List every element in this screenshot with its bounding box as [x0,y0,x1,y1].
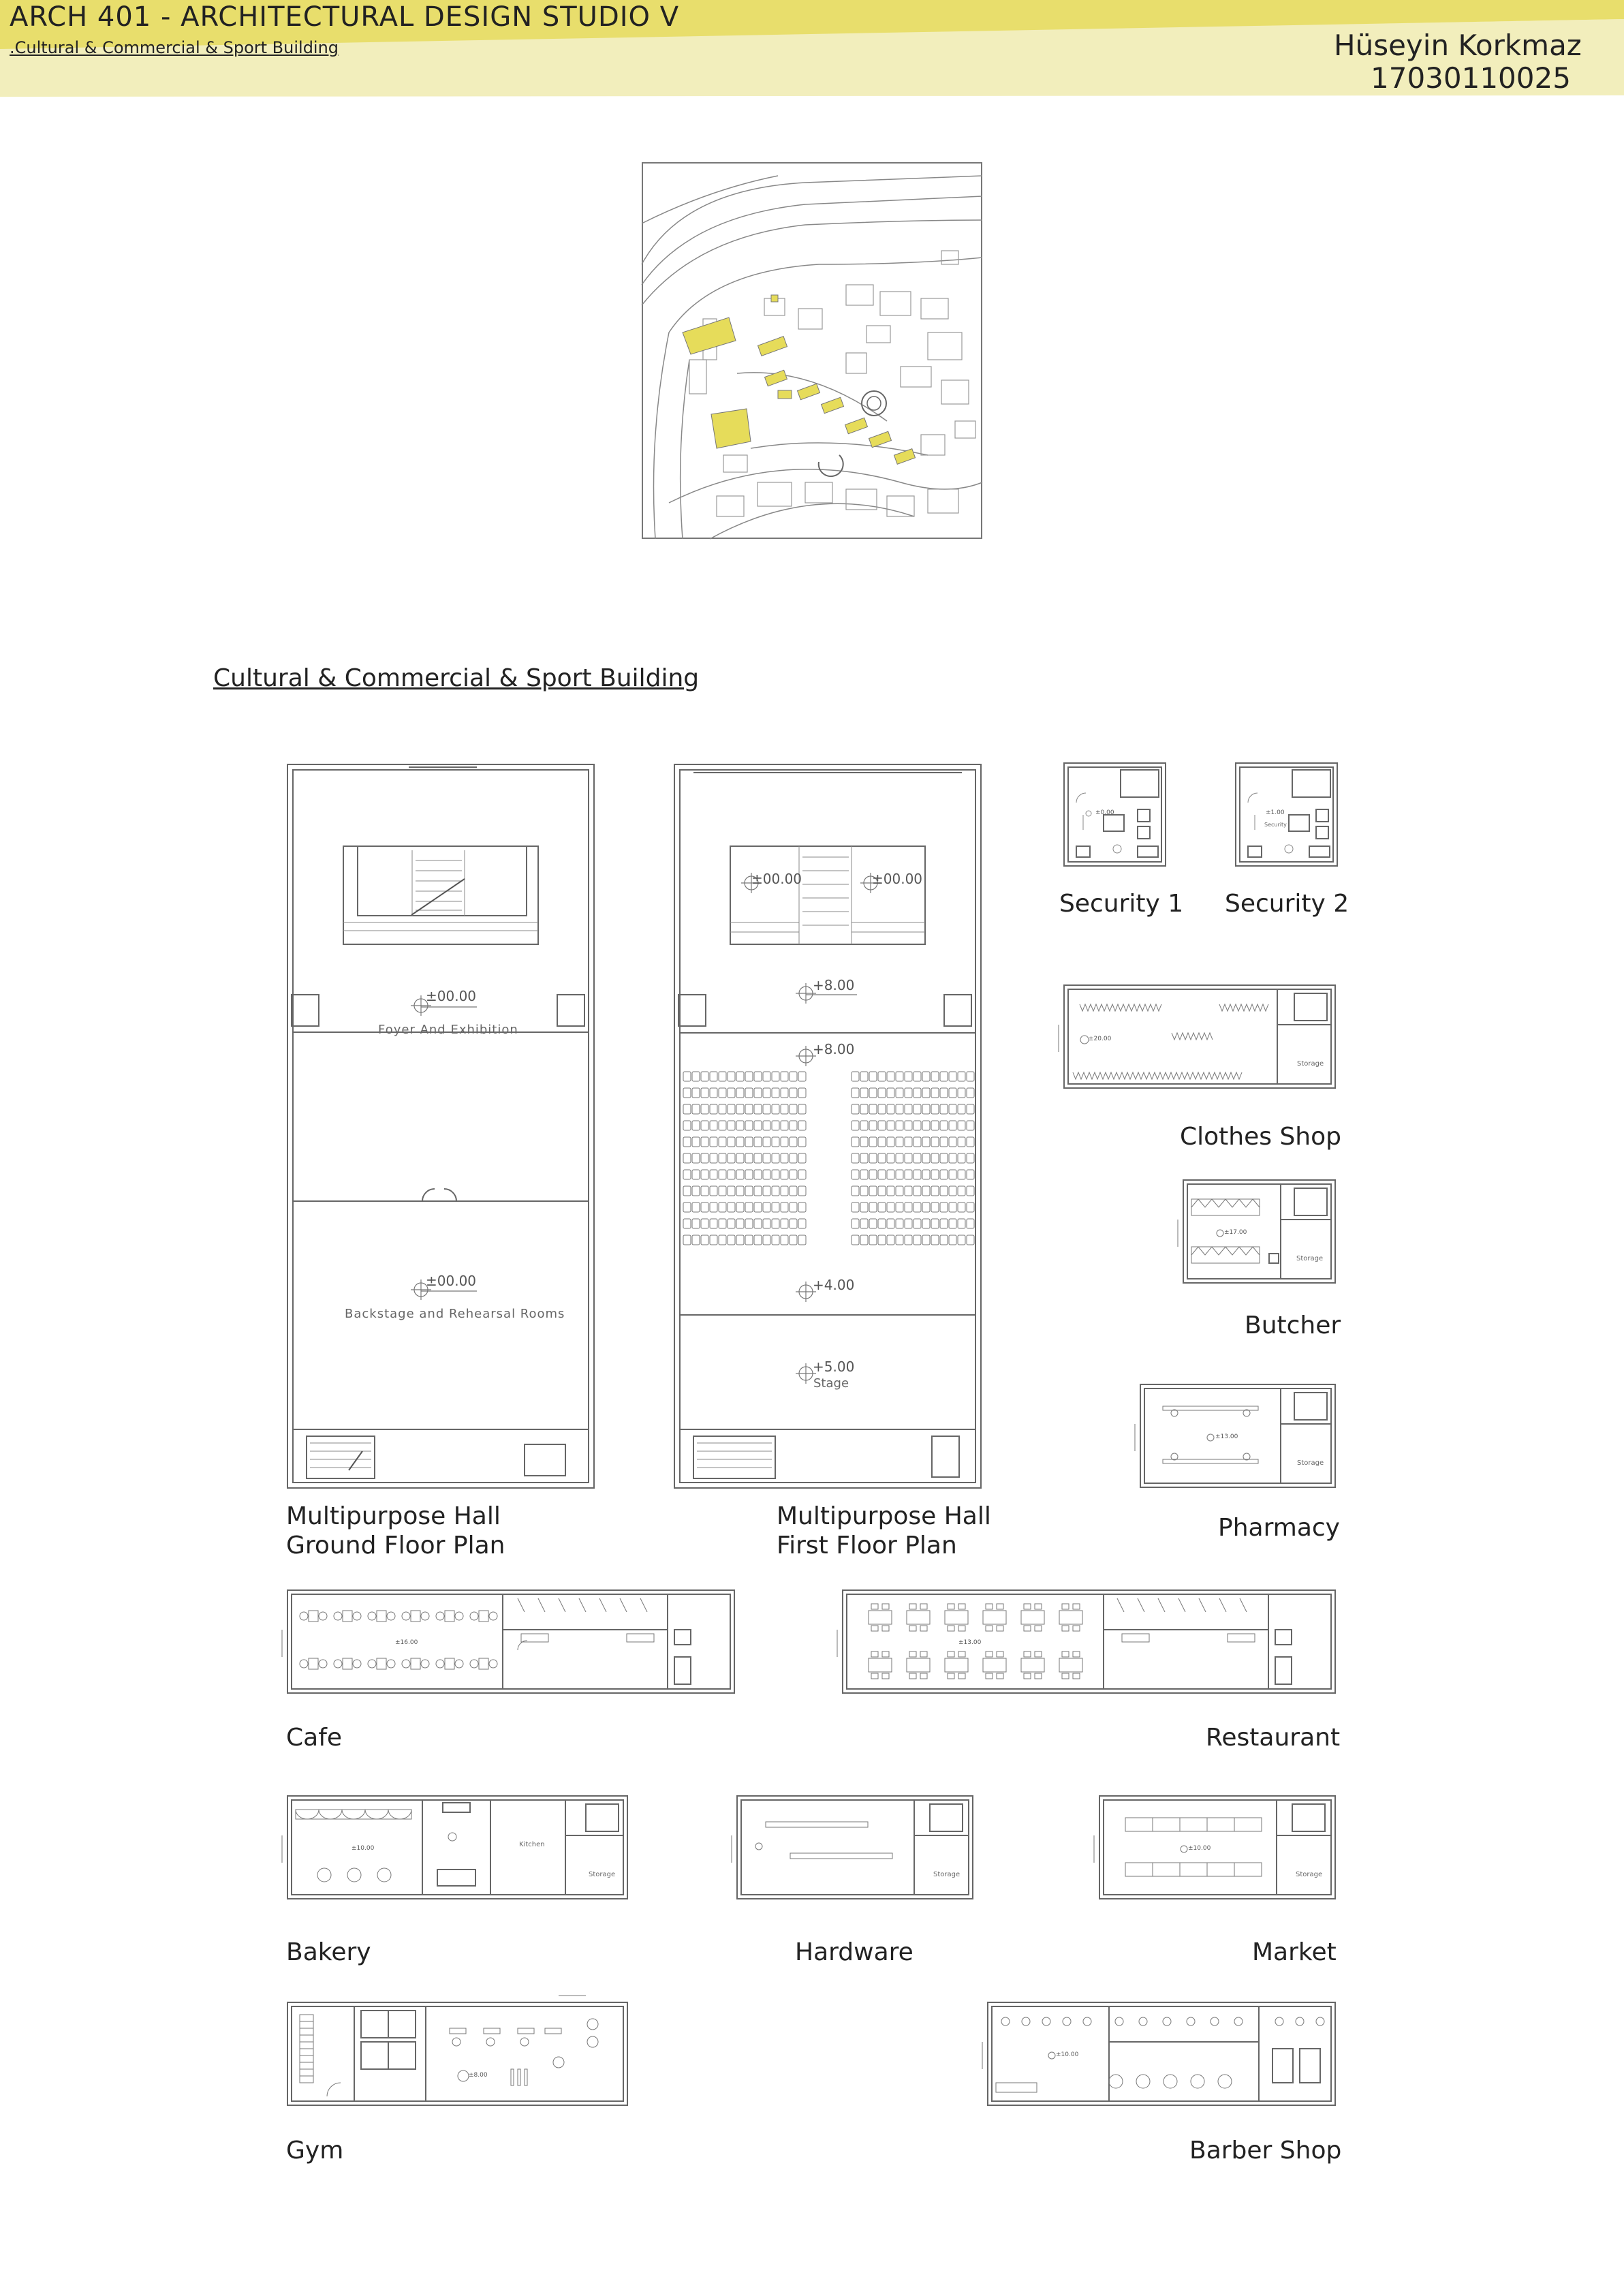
ground-level-foyer: ±00.00 [426,988,477,1004]
student-number: 17030110025 [1371,61,1571,95]
butcher-label: Butcher [1245,1312,1341,1339]
restaurant-label: Restaurant [1206,1724,1341,1752]
butcher-plan [1182,1179,1337,1284]
bakery-label: Bakery [286,1938,371,1966]
bakery-level: ±10.00 [352,1845,375,1852]
ground-room-foyer: Foyer And Exhibition [378,1023,518,1037]
cafe-level: ±16.00 [395,1639,418,1646]
restaurant-level: ±13.00 [958,1639,982,1646]
security-2-room: Security [1264,822,1287,828]
bakery-kitchen: Kitchen [519,1841,545,1848]
bakery-plan [286,1795,629,1900]
clothes-shop-plan [1063,984,1337,1089]
security-2-plan [1234,762,1339,867]
project-subtitle: .Cultural & Commercial & Sport Building [10,38,339,57]
multipurpose-hall-first-label-1: Multipurpose Hall [777,1502,991,1530]
multipurpose-hall-ground-label-2: Ground Floor Plan [286,1532,505,1560]
cafe-label: Cafe [286,1724,343,1752]
gym-label: Gym [286,2137,344,2165]
barber-shop-label: Barber Shop [1189,2137,1342,2165]
section-title: Cultural & Commercial & Sport Building [213,664,700,692]
butcher-storage: Storage [1296,1255,1324,1262]
multipurpose-hall-first-plan [673,762,983,1491]
hardware-plan [736,1795,974,1900]
first-level-stair-right: ±00.00 [872,871,923,887]
pharmacy-storage: Storage [1297,1459,1324,1467]
security-1-level: ±0.00 [1095,809,1114,816]
clothes-shop-label: Clothes Shop [1180,1123,1341,1151]
first-level-seating-top: +8.00 [813,1041,855,1057]
first-level-foyer: +8.00 [813,977,855,993]
barber-shop-level: ±10.00 [1056,2051,1079,2058]
security-1-plan [1063,762,1167,867]
market-plan [1098,1795,1337,1900]
multipurpose-hall-first-label-2: First Floor Plan [777,1532,957,1560]
multipurpose-hall-ground-label-1: Multipurpose Hall [286,1502,501,1530]
gym-level: ±8.00 [469,2072,488,2079]
bakery-storage: Storage [589,1871,616,1878]
hardware-storage: Storage [933,1871,961,1878]
hardware-label: Hardware [795,1938,914,1966]
security-1-label: Security 1 [1059,890,1184,918]
clothes-shop-storage: Storage [1297,1060,1324,1068]
first-level-seating-bottom: +4.00 [813,1277,855,1293]
market-storage: Storage [1296,1871,1323,1878]
butcher-level: ±17.00 [1224,1229,1247,1236]
security-2-label: Security 2 [1225,890,1349,918]
first-level-stage: +5.00 [813,1359,855,1375]
author-name: Hüseyin Korkmaz [1334,29,1582,62]
security-2-level: ±1.00 [1266,809,1285,816]
course-title: ARCH 401 - ARCHITECTURAL DESIGN STUDIO V [10,1,680,33]
clothes-shop-level: ±20.00 [1089,1036,1112,1042]
site-plan [642,162,982,539]
pharmacy-label: Pharmacy [1218,1514,1340,1542]
ground-room-backstage: Backstage and Rehearsal Rooms [345,1307,565,1321]
market-label: Market [1252,1938,1337,1966]
gym-plan [286,2001,629,2107]
market-level: ±10.00 [1188,1845,1211,1852]
cafe-plan [286,1589,736,1694]
pharmacy-level: ±13.00 [1215,1433,1238,1440]
ground-level-backstage: ±00.00 [426,1273,477,1289]
multipurpose-hall-ground-plan [286,762,596,1491]
first-room-stage: Stage [813,1376,849,1391]
pharmacy-plan [1139,1383,1337,1489]
barber-shop-plan [986,2001,1337,2107]
first-level-stair-left: ±00.00 [751,871,802,887]
restaurant-plan [841,1589,1337,1694]
